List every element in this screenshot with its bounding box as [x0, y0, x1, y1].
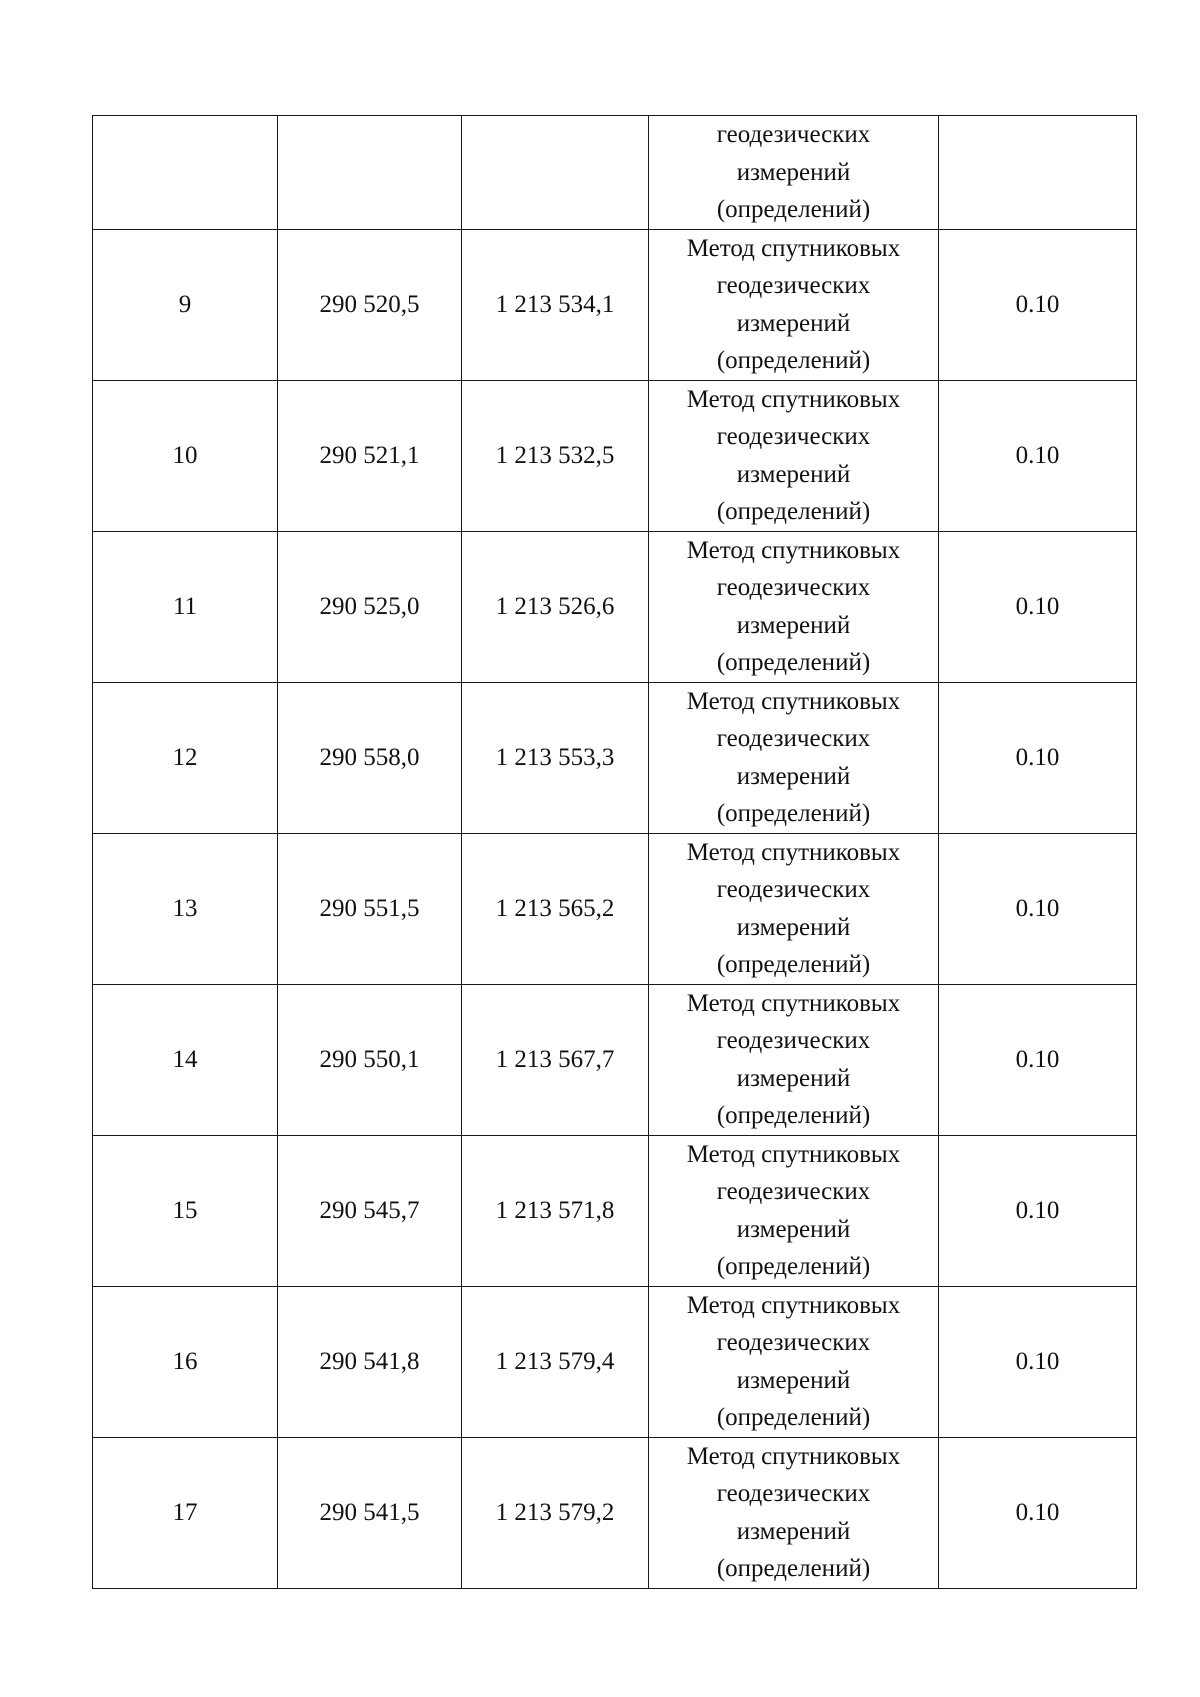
method-line: (определений)	[716, 498, 871, 525]
method-line: (определений)	[716, 800, 871, 827]
method-line: (определений)	[716, 1102, 871, 1129]
accuracy-cell: 0.10	[939, 984, 1137, 1135]
accuracy-cell: 0.10	[939, 1286, 1137, 1437]
method-line: измерений	[736, 1366, 851, 1394]
y-coordinate-cell: 1 213 571,8	[462, 1135, 649, 1286]
table-row	[93, 229, 1137, 380]
method-line: измерений	[736, 460, 851, 488]
table-row	[93, 1135, 1137, 1286]
method-line: Метод спутниковых	[686, 536, 901, 564]
method-line: геодезических	[716, 725, 871, 752]
x-coordinate-cell: 290 520,5	[278, 229, 462, 380]
method-line: Метод спутниковых	[686, 687, 901, 715]
coordinates-table	[92, 115, 1137, 1589]
method-line: измерений	[736, 913, 851, 941]
method-line: Метод спутниковых	[686, 989, 901, 1017]
point-number-cell: 17	[93, 1437, 278, 1588]
method-cell	[649, 682, 939, 833]
x-coordinate-cell: 290 545,7	[278, 1135, 462, 1286]
x-coordinate-cell: 290 550,1	[278, 984, 462, 1135]
point-number-cell: 9	[93, 229, 278, 380]
y-coordinate-cell: 1 213 579,2	[462, 1437, 649, 1588]
method-line: измерений	[736, 762, 851, 790]
method-line: Метод спутниковых	[686, 1291, 901, 1319]
method-cell	[649, 229, 939, 380]
method-line: геодезических	[716, 1480, 871, 1507]
method-cell	[649, 380, 939, 531]
accuracy-cell: 0.10	[939, 1135, 1137, 1286]
method-line: измерений	[736, 158, 851, 186]
method-cell	[649, 833, 939, 984]
method-line: (определений)	[716, 1404, 871, 1431]
table-row	[93, 380, 1137, 531]
y-coordinate-cell: 1 213 579,4	[462, 1286, 649, 1437]
method-line: (определений)	[716, 347, 871, 374]
y-coordinate-cell: 1 213 526,6	[462, 531, 649, 682]
method-line: (определений)	[716, 1555, 871, 1582]
table-row	[93, 1437, 1137, 1588]
method-line: геодезических	[716, 876, 871, 903]
coordinates-table-body	[93, 116, 1137, 1589]
method-cell	[649, 984, 939, 1135]
accuracy-cell	[939, 116, 1137, 230]
method-cell	[649, 1135, 939, 1286]
y-coordinate-cell	[462, 116, 649, 230]
method-line: измерений	[736, 1215, 851, 1243]
method-cell	[649, 116, 939, 230]
y-coordinate-cell: 1 213 565,2	[462, 833, 649, 984]
table-row	[93, 682, 1137, 833]
method-line: Метод спутниковых	[686, 385, 901, 413]
accuracy-cell: 0.10	[939, 833, 1137, 984]
point-number-cell	[93, 116, 278, 230]
accuracy-cell: 0.10	[939, 229, 1137, 380]
x-coordinate-cell: 290 558,0	[278, 682, 462, 833]
point-number-cell: 13	[93, 833, 278, 984]
table-row	[93, 833, 1137, 984]
x-coordinate-cell: 290 541,5	[278, 1437, 462, 1588]
method-line: Метод спутниковых	[686, 838, 901, 866]
method-line: Метод спутниковых	[686, 1140, 901, 1168]
point-number-cell: 11	[93, 531, 278, 682]
method-line: геодезических	[716, 121, 871, 148]
y-coordinate-cell: 1 213 532,5	[462, 380, 649, 531]
method-cell	[649, 1286, 939, 1437]
point-number-cell: 16	[93, 1286, 278, 1437]
method-cell	[649, 531, 939, 682]
method-line: измерений	[736, 309, 851, 337]
x-coordinate-cell: 290 521,1	[278, 380, 462, 531]
accuracy-cell: 0.10	[939, 380, 1137, 531]
accuracy-cell: 0.10	[939, 682, 1137, 833]
method-line: геодезических	[716, 574, 871, 601]
y-coordinate-cell: 1 213 553,3	[462, 682, 649, 833]
method-line: геодезических	[716, 423, 871, 450]
method-line: (определений)	[716, 196, 871, 223]
method-line: Метод спутниковых	[686, 234, 901, 262]
method-line: геодезических	[716, 272, 871, 299]
point-number-cell: 15	[93, 1135, 278, 1286]
point-number-cell: 12	[93, 682, 278, 833]
method-line: геодезических	[716, 1178, 871, 1205]
y-coordinate-cell: 1 213 534,1	[462, 229, 649, 380]
method-line: (определений)	[716, 649, 871, 676]
method-line: (определений)	[716, 1253, 871, 1280]
table-row	[93, 1286, 1137, 1437]
table-row-continued	[93, 116, 1137, 230]
method-line: измерений	[736, 611, 851, 639]
accuracy-cell: 0.10	[939, 1437, 1137, 1588]
accuracy-cell: 0.10	[939, 531, 1137, 682]
x-coordinate-cell: 290 525,0	[278, 531, 462, 682]
method-line: измерений	[736, 1517, 851, 1545]
method-line: измерений	[736, 1064, 851, 1092]
method-line: (определений)	[716, 951, 871, 978]
method-line: геодезических	[716, 1027, 871, 1054]
table-row	[93, 984, 1137, 1135]
x-coordinate-cell: 290 551,5	[278, 833, 462, 984]
point-number-cell: 14	[93, 984, 278, 1135]
x-coordinate-cell	[278, 116, 462, 230]
method-line: Метод спутниковых	[686, 1442, 901, 1470]
y-coordinate-cell: 1 213 567,7	[462, 984, 649, 1135]
table-row	[93, 531, 1137, 682]
x-coordinate-cell: 290 541,8	[278, 1286, 462, 1437]
point-number-cell: 10	[93, 380, 278, 531]
method-cell	[649, 1437, 939, 1588]
method-line: геодезических	[716, 1329, 871, 1356]
